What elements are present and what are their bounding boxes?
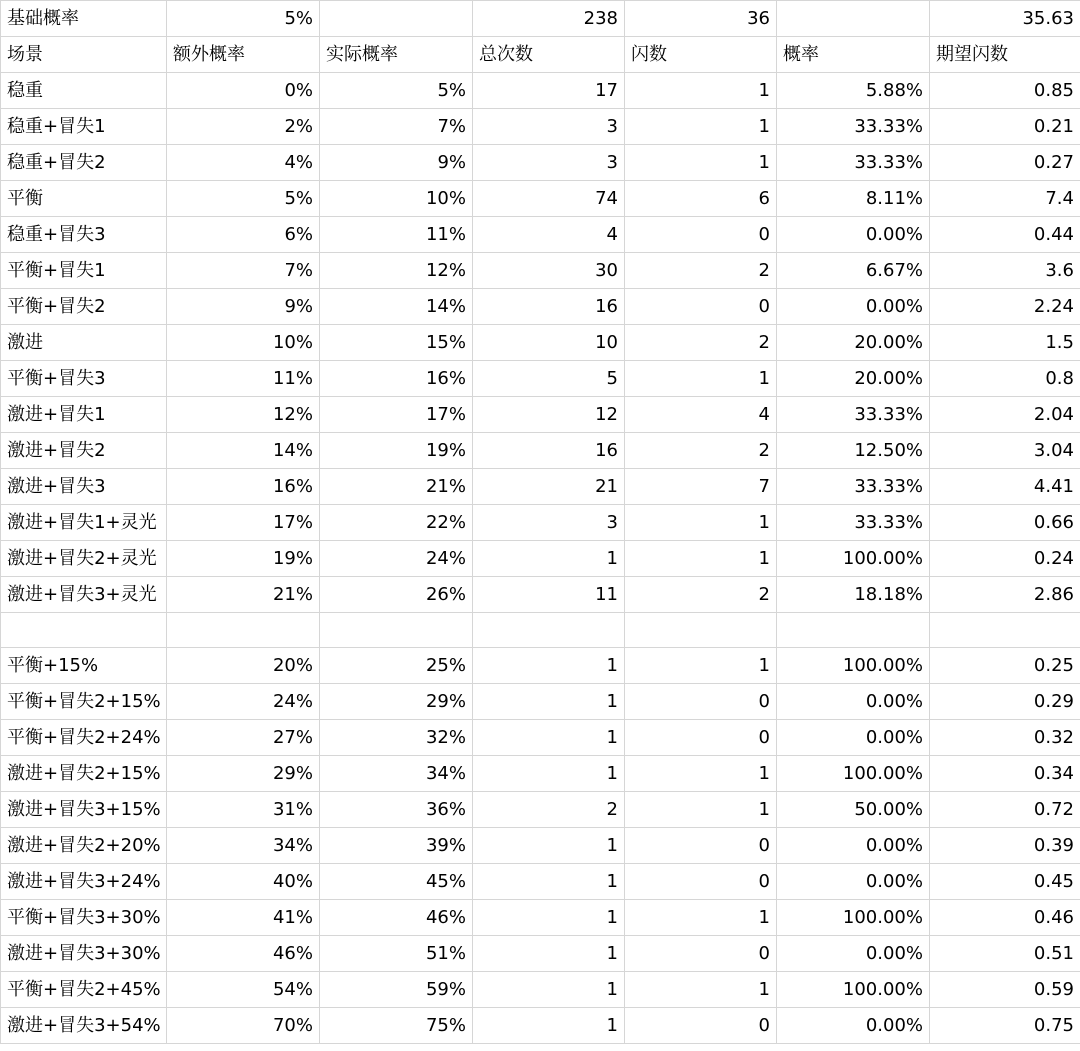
cell[interactable]: 1 [473, 828, 625, 864]
cell[interactable]: 238 [473, 1, 625, 37]
cell[interactable]: 0.29 [930, 684, 1080, 720]
cell[interactable]: 0.34 [930, 756, 1080, 792]
cell[interactable]: 3 [473, 145, 625, 181]
cell[interactable]: 1 [473, 720, 625, 756]
table-row [1, 792, 1080, 828]
table-row [1, 109, 1080, 145]
header-cell[interactable]: 闪数 [625, 37, 777, 73]
cell[interactable]: 激进+冒失3+24% [1, 864, 167, 900]
cell[interactable]: 2.04 [930, 397, 1080, 433]
cell[interactable]: 24% [320, 541, 473, 577]
cell[interactable]: 0.00% [777, 684, 930, 720]
cell[interactable]: 0.59 [930, 972, 1080, 1008]
header-cell[interactable]: 场景 [1, 37, 167, 73]
table-row [1, 900, 1080, 936]
cell[interactable]: 12.50% [777, 433, 930, 469]
cell[interactable]: 27% [167, 720, 320, 756]
cell[interactable]: 3.6 [930, 253, 1080, 289]
table-row [1, 936, 1080, 972]
cell[interactable]: 1 [473, 900, 625, 936]
table-row [1, 505, 1080, 541]
cell[interactable]: 1 [625, 648, 777, 684]
cell[interactable]: 33.33% [777, 397, 930, 433]
cell[interactable]: 75% [320, 1008, 473, 1044]
cell[interactable]: 54% [167, 972, 320, 1008]
cell[interactable]: 11% [167, 361, 320, 397]
cell[interactable]: 0.85 [930, 73, 1080, 109]
table-row [1, 217, 1080, 253]
cell[interactable]: 20.00% [777, 361, 930, 397]
cell[interactable]: 0 [625, 684, 777, 720]
cell[interactable]: 20% [167, 648, 320, 684]
table-row [1, 73, 1080, 109]
cell[interactable]: 激进+冒失1 [1, 397, 167, 433]
cell[interactable]: 17% [320, 397, 473, 433]
cell[interactable]: 0.45 [930, 864, 1080, 900]
cell[interactable]: 0 [625, 864, 777, 900]
cell[interactable]: 1 [625, 756, 777, 792]
header-cell[interactable]: 总次数 [473, 37, 625, 73]
cell[interactable]: 激进+冒失1+灵光 [1, 505, 167, 541]
cell[interactable]: 46% [167, 936, 320, 972]
cell[interactable] [167, 613, 320, 648]
cell[interactable]: 59% [320, 972, 473, 1008]
table-row [1, 648, 1080, 684]
cell[interactable] [320, 1, 473, 37]
cell[interactable]: 10% [320, 181, 473, 217]
cell[interactable]: 0.46 [930, 900, 1080, 936]
table-row [1, 181, 1080, 217]
cell[interactable]: 16% [320, 361, 473, 397]
cell[interactable]: 平衡+冒失3+30% [1, 900, 167, 936]
cell[interactable]: 11 [473, 577, 625, 613]
cell[interactable]: 激进+冒失3+15% [1, 792, 167, 828]
header-cell[interactable]: 期望闪数 [930, 37, 1080, 73]
table-row [1, 613, 1080, 648]
cell[interactable]: 10% [167, 325, 320, 361]
cell[interactable]: 平衡+冒失3 [1, 361, 167, 397]
cell[interactable]: 0.00% [777, 289, 930, 325]
cell[interactable]: 0.75 [930, 1008, 1080, 1044]
cell[interactable] [473, 613, 625, 648]
cell[interactable]: 1 [473, 864, 625, 900]
cell[interactable]: 36 [625, 1, 777, 37]
cell[interactable]: 26% [320, 577, 473, 613]
cell[interactable]: 100.00% [777, 972, 930, 1008]
cell[interactable]: 0 [625, 217, 777, 253]
table-row [1, 541, 1080, 577]
cell[interactable]: 14% [320, 289, 473, 325]
cell[interactable]: 100.00% [777, 900, 930, 936]
cell[interactable]: 18.18% [777, 577, 930, 613]
cell[interactable]: 100.00% [777, 648, 930, 684]
cell[interactable]: 激进+冒失3+30% [1, 936, 167, 972]
cell[interactable]: 33.33% [777, 469, 930, 505]
cell[interactable]: 2% [167, 109, 320, 145]
cell[interactable]: 1 [625, 145, 777, 181]
cell[interactable]: 1 [625, 972, 777, 1008]
cell[interactable]: 稳重+冒失1 [1, 109, 167, 145]
cell[interactable]: 7% [320, 109, 473, 145]
cell[interactable]: 33.33% [777, 109, 930, 145]
cell[interactable]: 12% [167, 397, 320, 433]
cell[interactable]: 16% [167, 469, 320, 505]
cell[interactable]: 6 [625, 181, 777, 217]
cell[interactable]: 0 [625, 720, 777, 756]
cell[interactable]: 1 [625, 541, 777, 577]
cell[interactable]: 0.24 [930, 541, 1080, 577]
cell[interactable]: 平衡 [1, 181, 167, 217]
cell[interactable]: 9% [167, 289, 320, 325]
cell[interactable]: 10 [473, 325, 625, 361]
cell[interactable]: 1 [473, 648, 625, 684]
table-row [1, 397, 1080, 433]
cell[interactable]: 0.72 [930, 792, 1080, 828]
cell[interactable]: 2 [625, 577, 777, 613]
cell[interactable]: 激进 [1, 325, 167, 361]
cell[interactable]: 1.5 [930, 325, 1080, 361]
cell[interactable]: 0.51 [930, 936, 1080, 972]
cell[interactable]: 7% [167, 253, 320, 289]
cell[interactable]: 4% [167, 145, 320, 181]
cell[interactable]: 36% [320, 792, 473, 828]
cell[interactable]: 1 [473, 972, 625, 1008]
cell[interactable]: 平衡+冒失2 [1, 289, 167, 325]
cell[interactable]: 1 [625, 900, 777, 936]
cell[interactable]: 3 [473, 109, 625, 145]
cell[interactable]: 15% [320, 325, 473, 361]
cell[interactable]: 24% [167, 684, 320, 720]
cell[interactable]: 12 [473, 397, 625, 433]
cell[interactable]: 激进+冒失3 [1, 469, 167, 505]
cell[interactable]: 20.00% [777, 325, 930, 361]
summary-row [1, 1, 1080, 37]
table-row [1, 433, 1080, 469]
cell[interactable]: 29% [320, 684, 473, 720]
cell[interactable]: 0.00% [777, 217, 930, 253]
cell[interactable]: 1 [473, 1008, 625, 1044]
cell[interactable]: 平衡+15% [1, 648, 167, 684]
cell[interactable]: 平衡+冒失1 [1, 253, 167, 289]
cell[interactable]: 1 [473, 756, 625, 792]
cell[interactable]: 5% [167, 1, 320, 37]
cell[interactable]: 5.88% [777, 73, 930, 109]
cell[interactable]: 平衡+冒失2+45% [1, 972, 167, 1008]
header-row [1, 37, 1080, 73]
cell[interactable]: 34% [320, 756, 473, 792]
cell[interactable]: 1 [625, 792, 777, 828]
cell[interactable]: 2 [625, 325, 777, 361]
table-row [1, 469, 1080, 505]
cell[interactable]: 9% [320, 145, 473, 181]
cell[interactable]: 0.39 [930, 828, 1080, 864]
cell[interactable]: 0.00% [777, 864, 930, 900]
table-row [1, 577, 1080, 613]
cell[interactable]: 6.67% [777, 253, 930, 289]
cell[interactable]: 3 [473, 505, 625, 541]
table-row [1, 361, 1080, 397]
cell[interactable]: 0.44 [930, 217, 1080, 253]
table-row [1, 756, 1080, 792]
cell[interactable]: 5% [167, 181, 320, 217]
cell[interactable]: 0.25 [930, 648, 1080, 684]
cell[interactable] [625, 613, 777, 648]
cell[interactable]: 30 [473, 253, 625, 289]
cell[interactable]: 19% [167, 541, 320, 577]
cell[interactable]: 21 [473, 469, 625, 505]
cell[interactable]: 33.33% [777, 505, 930, 541]
cell[interactable]: 0% [167, 73, 320, 109]
cell[interactable]: 0.8 [930, 361, 1080, 397]
cell[interactable]: 2.24 [930, 289, 1080, 325]
cell[interactable]: 0.27 [930, 145, 1080, 181]
cell[interactable]: 100.00% [777, 541, 930, 577]
cell[interactable]: 1 [473, 684, 625, 720]
cell[interactable]: 2.86 [930, 577, 1080, 613]
cell[interactable]: 5% [320, 73, 473, 109]
cell[interactable]: 4.41 [930, 469, 1080, 505]
cell[interactable]: 51% [320, 936, 473, 972]
cell[interactable]: 1 [473, 541, 625, 577]
table-row [1, 972, 1080, 1008]
cell[interactable]: 3.04 [930, 433, 1080, 469]
cell[interactable]: 0 [625, 936, 777, 972]
cell[interactable]: 41% [167, 900, 320, 936]
cell[interactable]: 100.00% [777, 756, 930, 792]
cell[interactable]: 29% [167, 756, 320, 792]
cell[interactable]: 31% [167, 792, 320, 828]
table-row [1, 828, 1080, 864]
cell[interactable]: 19% [320, 433, 473, 469]
cell[interactable]: 21% [167, 577, 320, 613]
cell[interactable]: 70% [167, 1008, 320, 1044]
cell[interactable]: 17% [167, 505, 320, 541]
table-row [1, 289, 1080, 325]
cell[interactable]: 2 [625, 253, 777, 289]
cell[interactable]: 2 [473, 792, 625, 828]
cell[interactable] [930, 613, 1080, 648]
cell[interactable]: 激进+冒失3+灵光 [1, 577, 167, 613]
cell[interactable]: 2 [625, 433, 777, 469]
cell[interactable] [777, 1, 930, 37]
cell[interactable]: 0.66 [930, 505, 1080, 541]
table-row [1, 253, 1080, 289]
cell[interactable]: 1 [625, 505, 777, 541]
cell[interactable] [777, 613, 930, 648]
cell[interactable]: 激进+冒失2+20% [1, 828, 167, 864]
cell[interactable] [320, 613, 473, 648]
cell[interactable]: 0 [625, 289, 777, 325]
header-cell[interactable]: 概率 [777, 37, 930, 73]
cell[interactable]: 7 [625, 469, 777, 505]
cell[interactable]: 1 [473, 936, 625, 972]
cell[interactable]: 35.63 [930, 1, 1080, 37]
cell[interactable]: 0.00% [777, 1008, 930, 1044]
cell[interactable]: 6% [167, 217, 320, 253]
cell[interactable]: 12% [320, 253, 473, 289]
cell[interactable]: 稳重+冒失2 [1, 145, 167, 181]
table-row [1, 145, 1080, 181]
cell[interactable]: 17 [473, 73, 625, 109]
cell[interactable]: 激进+冒失3+54% [1, 1008, 167, 1044]
cell[interactable]: 22% [320, 505, 473, 541]
cell[interactable]: 16 [473, 289, 625, 325]
cell[interactable]: 14% [167, 433, 320, 469]
cell[interactable] [1, 613, 167, 648]
cell[interactable]: 0.00% [777, 720, 930, 756]
cell[interactable]: 平衡+冒失2+15% [1, 684, 167, 720]
cell[interactable]: 5 [473, 361, 625, 397]
table-row [1, 325, 1080, 361]
header-cell[interactable]: 实际概率 [320, 37, 473, 73]
cell[interactable]: 平衡+冒失2+24% [1, 720, 167, 756]
cell[interactable]: 激进+冒失2+15% [1, 756, 167, 792]
cell[interactable]: 稳重+冒失3 [1, 217, 167, 253]
spreadsheet-body [1, 1, 1080, 1044]
cell[interactable]: 40% [167, 864, 320, 900]
cell[interactable]: 50.00% [777, 792, 930, 828]
cell[interactable]: 1 [625, 361, 777, 397]
cell[interactable]: 16 [473, 433, 625, 469]
cell[interactable]: 39% [320, 828, 473, 864]
cell[interactable]: 稳重 [1, 73, 167, 109]
cell[interactable]: 0.00% [777, 828, 930, 864]
cell[interactable]: 1 [625, 109, 777, 145]
cell[interactable]: 46% [320, 900, 473, 936]
header-cell[interactable]: 额外概率 [167, 37, 320, 73]
cell[interactable]: 0 [625, 828, 777, 864]
cell[interactable]: 8.11% [777, 181, 930, 217]
table-row [1, 684, 1080, 720]
cell[interactable]: 基础概率 [1, 1, 167, 37]
table-row [1, 864, 1080, 900]
cell[interactable]: 25% [320, 648, 473, 684]
table-row [1, 720, 1080, 756]
cell[interactable]: 0 [625, 1008, 777, 1044]
cell[interactable]: 0.32 [930, 720, 1080, 756]
cell[interactable]: 激进+冒失2 [1, 433, 167, 469]
table-row [1, 1008, 1080, 1044]
cell[interactable]: 34% [167, 828, 320, 864]
cell[interactable]: 7.4 [930, 181, 1080, 217]
cell[interactable]: 74 [473, 181, 625, 217]
cell[interactable]: 0.00% [777, 936, 930, 972]
cell[interactable]: 32% [320, 720, 473, 756]
cell[interactable]: 0.21 [930, 109, 1080, 145]
cell[interactable]: 激进+冒失2+灵光 [1, 541, 167, 577]
cell[interactable]: 21% [320, 469, 473, 505]
cell[interactable]: 11% [320, 217, 473, 253]
cell[interactable]: 4 [473, 217, 625, 253]
cell[interactable]: 1 [625, 73, 777, 109]
cell[interactable]: 45% [320, 864, 473, 900]
cell[interactable]: 4 [625, 397, 777, 433]
cell[interactable]: 33.33% [777, 145, 930, 181]
